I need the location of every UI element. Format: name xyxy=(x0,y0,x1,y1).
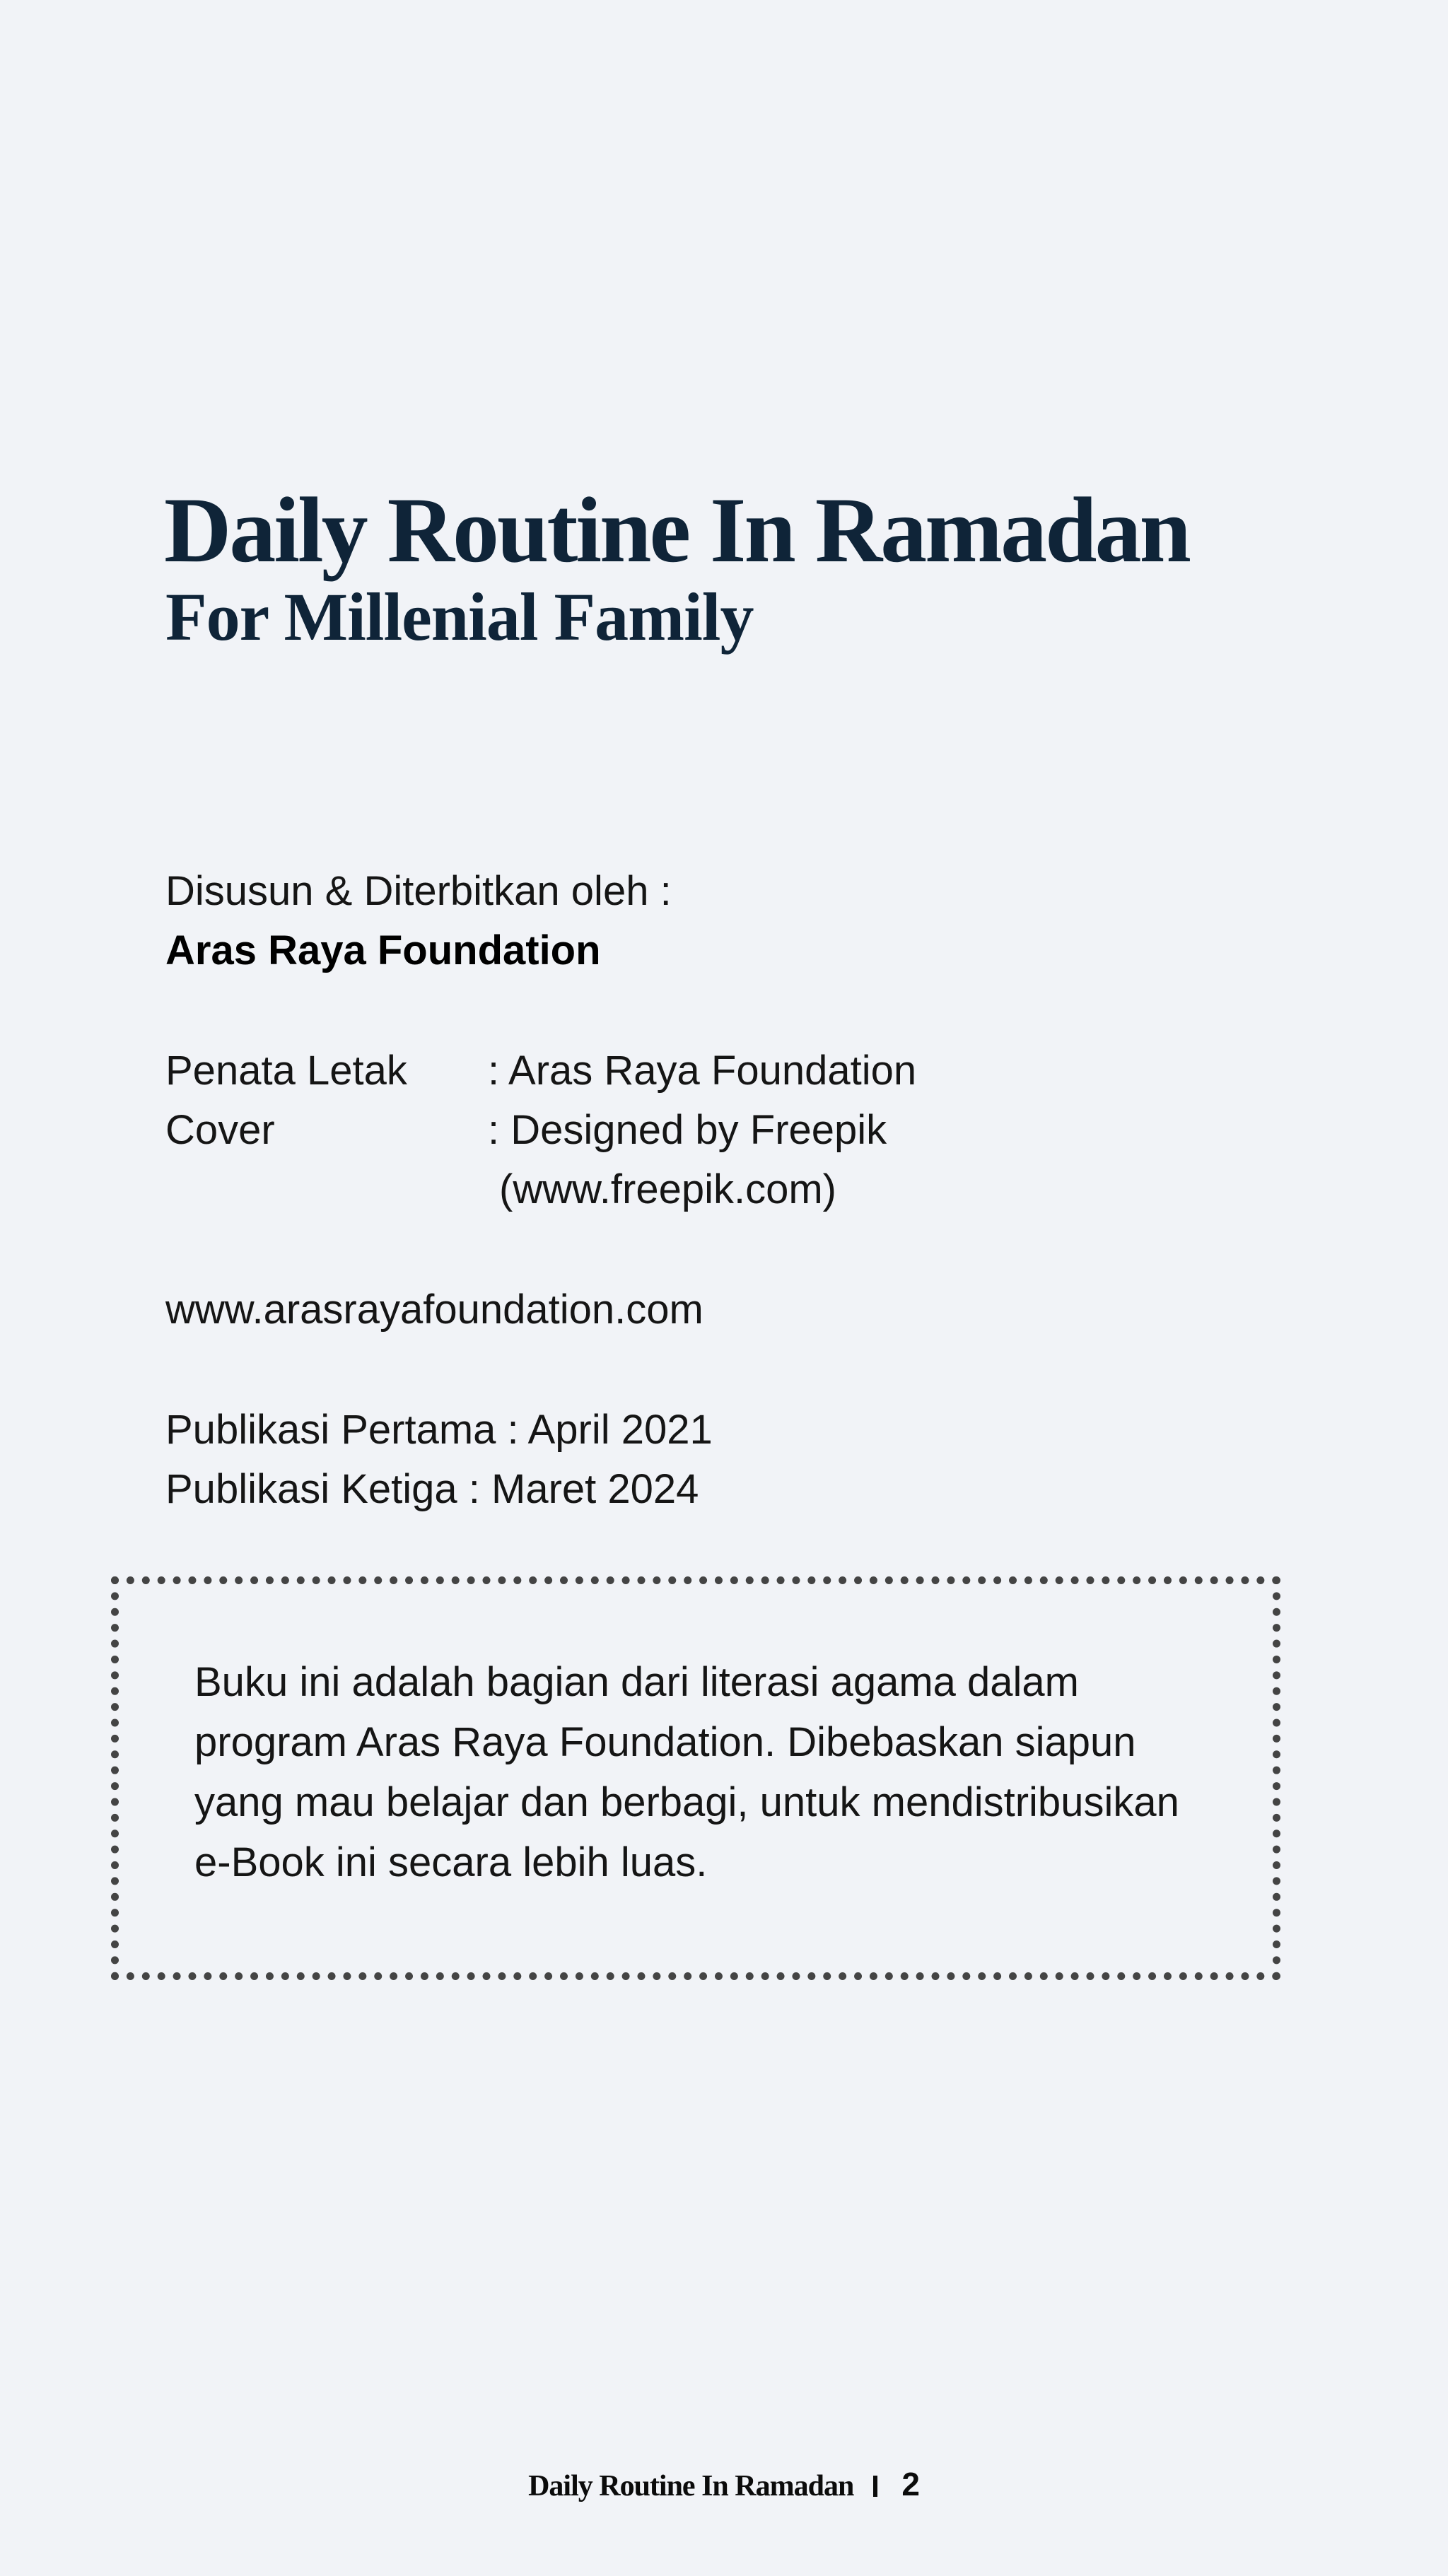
page-footer xyxy=(0,2464,1448,2506)
cover-value: : Designed by Freepik xyxy=(488,1107,887,1153)
layout-label: Penata Letak xyxy=(165,1048,407,1094)
notice-text: Buku ini adalah bagian dari literasi agama dalam program Aras Raya Foundation. Dibebaskan siapun yang mau belajar dan berbagi, untuk mendistribusikan e-Book ini secara lebih luas. xyxy=(194,1659,1179,1885)
cover-source: (www.freepik.com) xyxy=(499,1166,836,1212)
cover-label: Cover xyxy=(165,1107,275,1153)
book-title: Daily Routine In Ramadan xyxy=(164,478,1189,582)
third-publication: Publikasi Ketiga : Maret 2024 xyxy=(165,1466,699,1512)
book-subtitle: For Millenial Family xyxy=(165,579,754,655)
footer-divider xyxy=(873,2476,877,2497)
website-url: www.arasrayafoundation.com xyxy=(165,1287,703,1333)
layout-value: : Aras Raya Foundation xyxy=(488,1048,917,1094)
first-publication: Publikasi Pertama : April 2021 xyxy=(165,1407,713,1453)
footer-title: Daily Routine In Ramadan xyxy=(528,2470,854,2502)
publisher-label: Disusun & Diterbitkan oleh : xyxy=(165,868,672,914)
publisher-name: Aras Raya Foundation xyxy=(165,927,601,973)
page-number: 2 xyxy=(901,2466,920,2502)
